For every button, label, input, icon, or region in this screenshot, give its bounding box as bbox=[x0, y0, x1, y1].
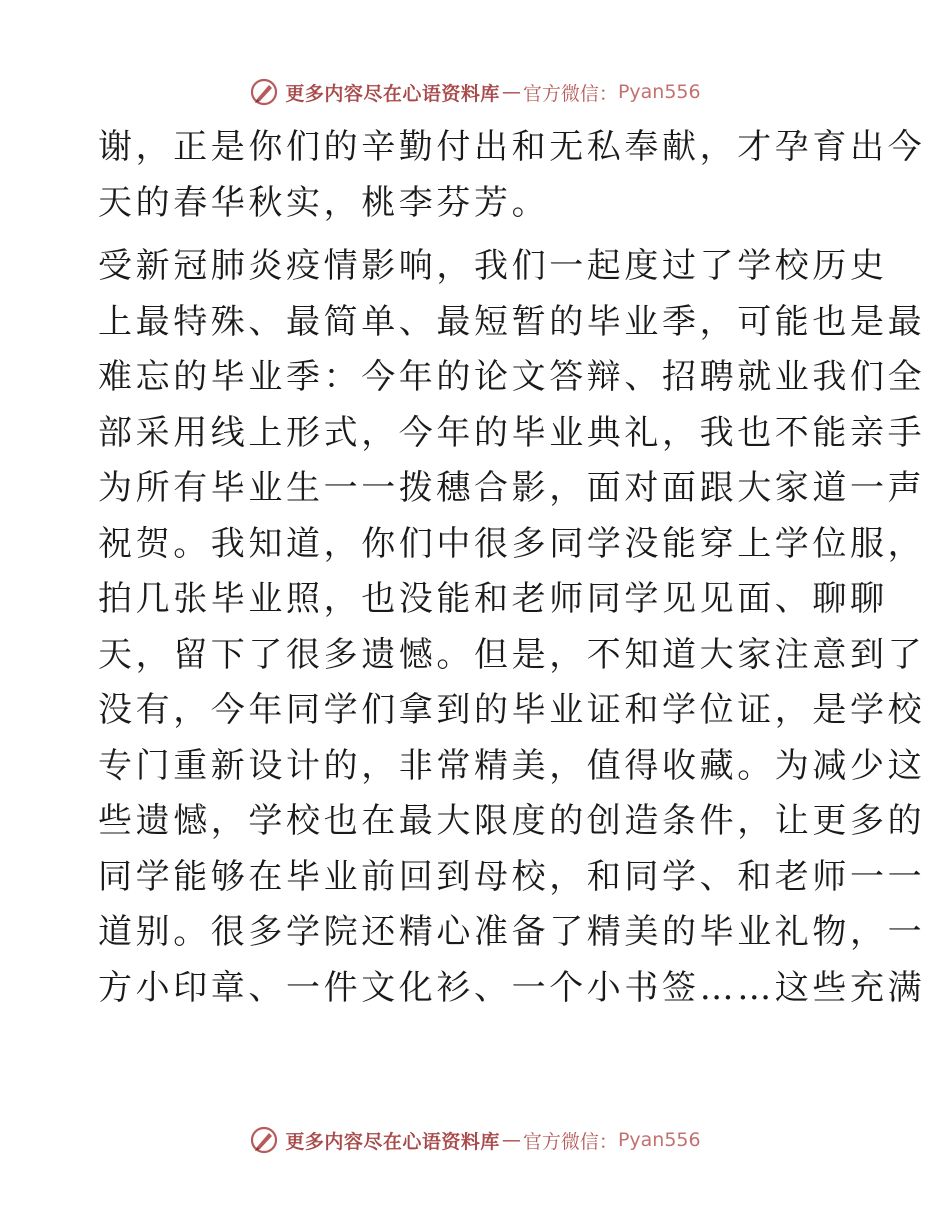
paragraph-line: 同学能够在毕业前回到母校，和同学、和老师一一 bbox=[98, 856, 926, 897]
paragraph-line: 难忘的毕业季：今年的论文答辩、招聘就业我们全 bbox=[98, 357, 926, 397]
footer-wechat-label: 官方微信： bbox=[522, 1130, 618, 1153]
paragraph-line: 天，留下了很多遗憾。但是，不知道大家注意到了 bbox=[98, 634, 926, 675]
header-banner bbox=[0, 72, 950, 112]
paragraph-1 bbox=[98, 120, 926, 231]
header-wechat-id: Pyan556 bbox=[617, 81, 701, 103]
footer-banner bbox=[0, 1120, 950, 1160]
paragraph-line: 专门重新设计的，非常精美，值得收藏。为减少这 bbox=[98, 745, 926, 786]
footer-wechat-id: Pyan556 bbox=[617, 1129, 701, 1151]
footer-separator: — bbox=[501, 1129, 521, 1151]
paragraph-line: 道别。很多学院还精心准备了精美的毕业礼物，一 bbox=[98, 912, 926, 952]
paragraph-line: 天的春华秋实，桃李芬芳。 bbox=[98, 182, 550, 223]
paragraph-line: 受新冠肺炎疫情影响，我们一起度过了学校历史 bbox=[98, 246, 888, 286]
paragraph-line: 谢，正是你们的辛勤付出和无私奉献，才孕育出今 bbox=[98, 127, 926, 167]
document-body bbox=[98, 120, 926, 1016]
paragraph-line: 方小印章、一件文化衫、一个小书签……这些充满 bbox=[98, 967, 926, 1008]
footer-brand-text: 更多内容尽在心语资料库 bbox=[285, 1130, 500, 1153]
paragraph-line: 拍几张毕业照，也没能和老师同学见见面、聊聊 bbox=[98, 579, 888, 619]
header-wechat-label: 官方微信： bbox=[522, 82, 618, 105]
paragraph-line: 祝贺。我知道，你们中很多同学没能穿上学位服， bbox=[98, 523, 926, 564]
paragraph-line: 没有，今年同学们拿到的毕业证和学位证，是学校 bbox=[98, 690, 926, 730]
paragraph-2 bbox=[98, 239, 926, 1016]
paragraph-line: 为所有毕业生一一拨穗合影，面对面跟大家道一声 bbox=[98, 468, 926, 508]
pen-logo-icon bbox=[249, 77, 279, 107]
header-separator: — bbox=[501, 81, 521, 103]
header-brand-text: 更多内容尽在心语资料库 bbox=[285, 82, 500, 105]
paragraph-line: 些遗憾，学校也在最大限度的创造条件，让更多的 bbox=[98, 801, 926, 841]
pen-logo-icon bbox=[249, 1125, 279, 1155]
paragraph-line: 上最特殊、最简单、最短暂的毕业季，可能也是最 bbox=[98, 301, 926, 342]
paragraph-line: 部采用线上形式，今年的毕业典礼，我也不能亲手 bbox=[98, 412, 926, 453]
